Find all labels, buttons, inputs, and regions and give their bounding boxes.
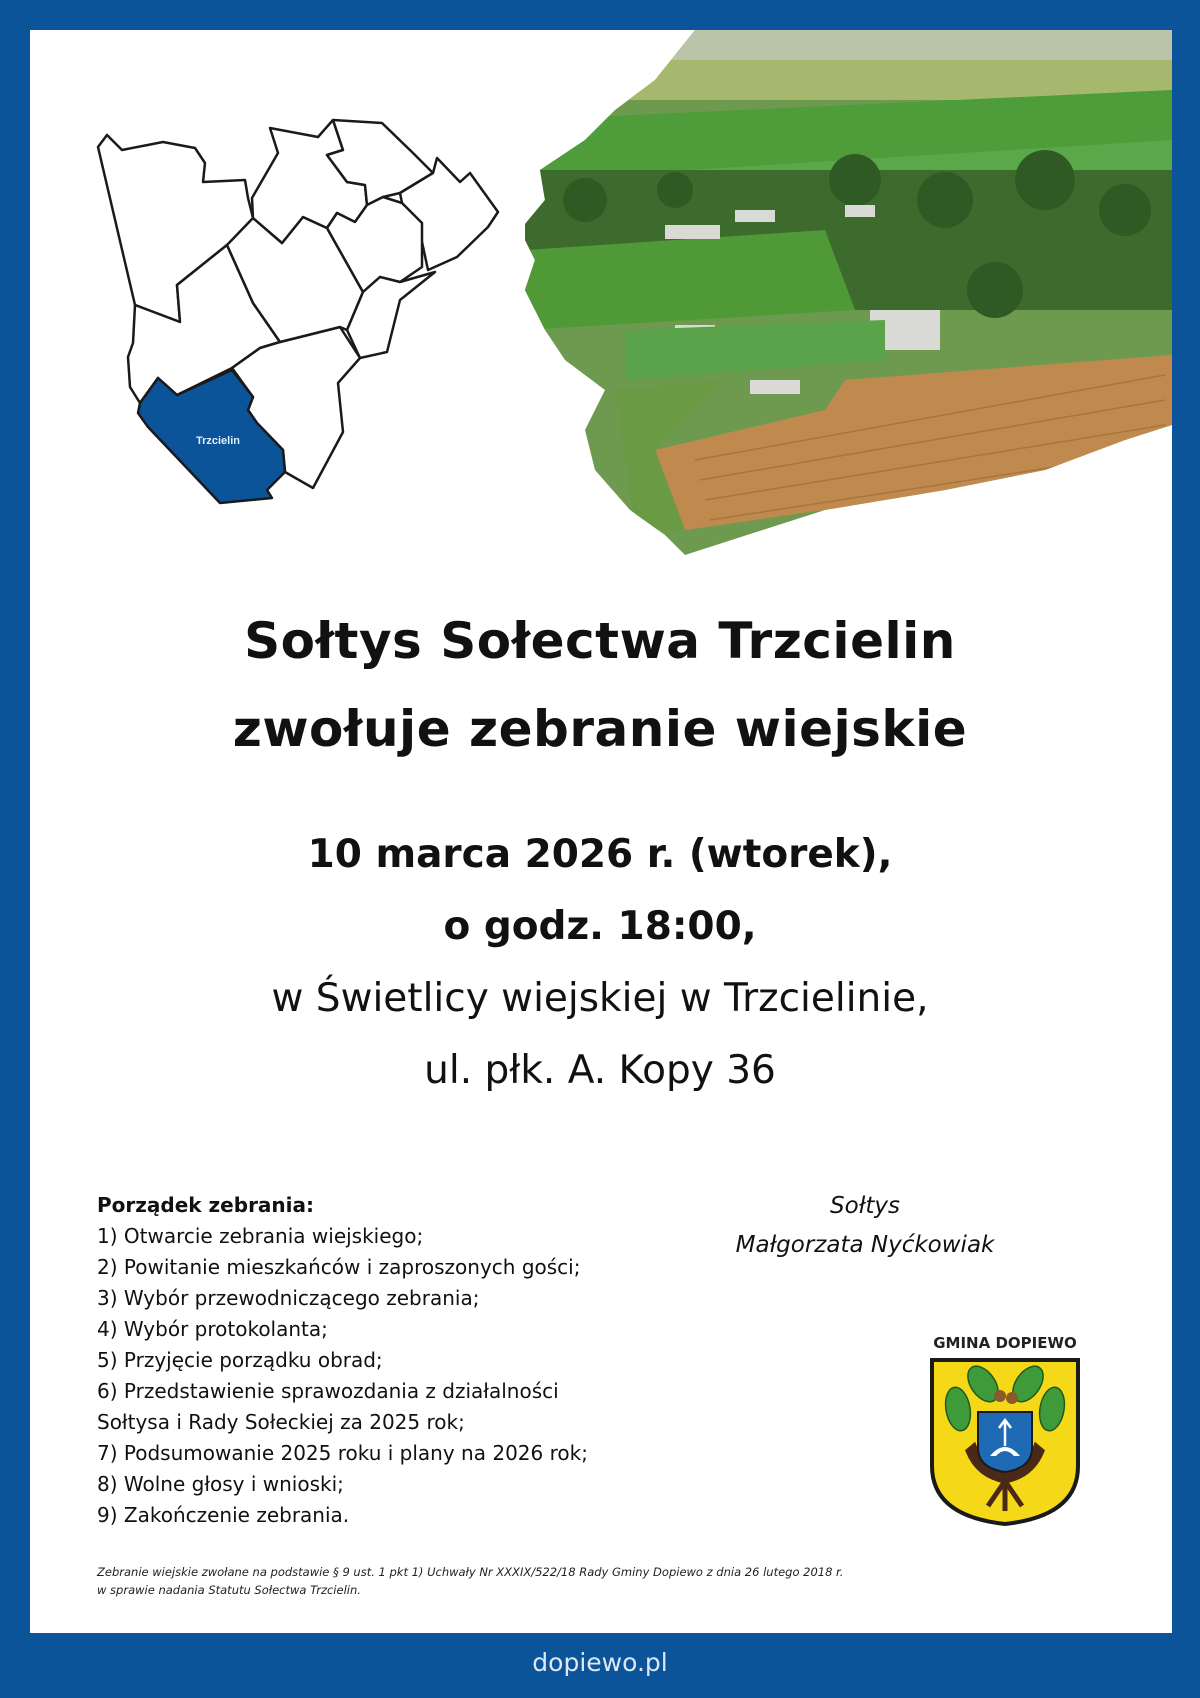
meeting-address: ul. płk. A. Kopy 36 [424, 1048, 776, 1093]
signature-name: Małgorzata Nyćkowiak [735, 1232, 995, 1258]
meeting-place: w Świetlicy wiejskiej w Trzcielinie, [271, 976, 929, 1021]
agenda-item: 9) Zakończenie zebrania. [97, 1503, 350, 1527]
landscape-photo [525, 30, 1172, 560]
gmina-dopiewo-crest [928, 1356, 1082, 1528]
agenda-item: 3) Wybór przewodniczącego zebrania; [97, 1286, 480, 1310]
heading-line-2: zwołuje zebranie wiejskie [232, 700, 968, 758]
footnote-line-2: w sprawie nadania Statutu Sołectwa Trzcielin. [97, 1583, 361, 1597]
website-link[interactable]: dopiewo.pl [532, 1648, 668, 1677]
agenda [97, 1190, 588, 1531]
agenda-item: 1) Otwarcie zebrania wiejskiego; [97, 1224, 424, 1248]
heading-line-1: Sołtys Sołectwa Trzcielin [244, 612, 956, 670]
signature-role: Sołtys [830, 1193, 900, 1219]
village-map [0, 0, 560, 560]
agenda-item: 8) Wolne głosy i wnioski; [97, 1472, 344, 1496]
agenda-item: 6) Przedstawienie sprawozdania z działalności [97, 1379, 559, 1403]
agenda-item: 5) Przyjęcie porządku obrad; [97, 1348, 383, 1372]
meeting-time: o godz. 18:00, [443, 904, 757, 949]
meeting-date: 10 marca 2026 r. (wtorek), [307, 832, 893, 877]
agenda-item: Sołtysa i Rady Sołeckiej za 2025 rok; [97, 1410, 465, 1434]
crest-title: GMINA DOPIEWO [933, 1334, 1077, 1352]
legal-footnote [97, 1563, 843, 1599]
agenda-title: Porządek zebrania: [97, 1193, 315, 1217]
agenda-item: 4) Wybór protokolanta; [97, 1317, 328, 1341]
footnote-line-1: Zebranie wiejskie zwołane na podstawie § 9 ust. 1 pkt 1) Uchwały Nr XXXIX/522/18 Rady Gminy Dopiewo z dnia 26 lutego 2018 r. [97, 1565, 844, 1579]
map-label-trzcielin: Trzcielin [195, 435, 241, 447]
agenda-item: 2) Powitanie mieszkańców i zaproszonych gości; [97, 1255, 581, 1279]
agenda-item: 7) Podsumowanie 2025 roku i plany na 2026 rok; [97, 1441, 588, 1465]
